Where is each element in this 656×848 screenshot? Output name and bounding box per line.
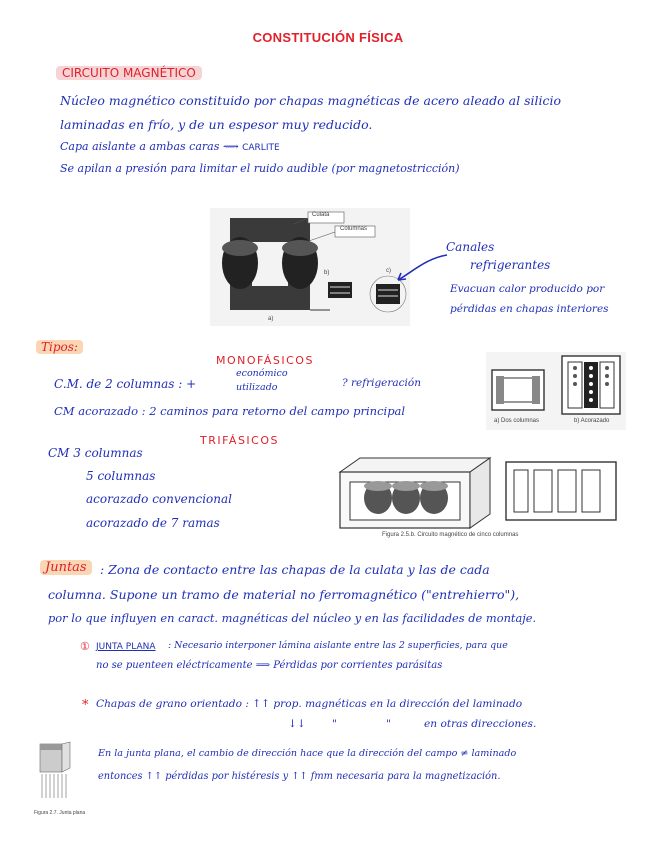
fig3-caption: Figura 2.5.b. Circuito magnético de cinco columnas bbox=[382, 532, 519, 538]
tri-item-2: 5 columnas bbox=[86, 469, 156, 483]
label-culata: Culata bbox=[312, 212, 330, 218]
circuito-line-1: Núcleo magnético constituido por chapas magnéticas de acero aleado al silicio bbox=[60, 93, 562, 108]
mono-line-1-prefix: C.M. de 2 columnas : + bbox=[54, 377, 197, 391]
fig4-caption: Figura 2.7. Junta plana bbox=[34, 810, 86, 816]
page-title: CONSTITUCIÓN FÍSICA bbox=[252, 30, 404, 45]
arrow-canales bbox=[392, 250, 452, 290]
label-b: b) bbox=[324, 270, 330, 276]
circuito-heading: CIRCUITO MAGNÉTICO bbox=[56, 66, 202, 80]
canales-line-2: pérdidas en chapas interiores bbox=[450, 303, 609, 315]
circuito-line-3: Capa aislante a ambas caras ⟿ CARLITE bbox=[60, 140, 280, 153]
mono-line-1-econ: económico bbox=[236, 368, 288, 379]
fig2-caption-a: a) Dos columnas bbox=[494, 418, 540, 424]
junta-plana-number: ① bbox=[80, 640, 90, 653]
label-a: a) bbox=[268, 316, 274, 322]
mono-line-2: CM acorazado : 2 caminos para retorno del campo principal bbox=[54, 404, 406, 418]
fig2-caption-b: b) Acorazado bbox=[574, 418, 610, 424]
mono-line-1-suffix: ? refrigeración bbox=[342, 377, 422, 389]
circuito-line-2: laminadas en frío, y de un espesor muy reducido. bbox=[60, 117, 373, 132]
junta-plana-line-2: no se puenteen eléctricamente ⟹ Pérdidas por corrientes parásitas bbox=[96, 660, 443, 671]
final-line-1: En la junta plana, el cambio de dirección hace que la dirección del campo ≠ laminado bbox=[98, 748, 517, 759]
grano-line-2-d: en otras direcciones. bbox=[424, 718, 537, 730]
canales-line-1: Evacuan calor producido por bbox=[450, 283, 605, 295]
tri-item-4: acorazado de 7 ramas bbox=[86, 516, 220, 530]
final-line-2: entonces ↑↑ pérdidas por histéresis y ↑↑ fmm necesaria para la magnetización. bbox=[98, 771, 501, 782]
tri-item-1: CM 3 columnas bbox=[48, 446, 143, 460]
grano-line-1: Chapas de grano orientado : ↑↑ prop. magnéticas en la dirección del laminado bbox=[96, 698, 523, 710]
junta-plana-label: JUNTA PLANA bbox=[96, 642, 156, 652]
trifasicos-heading: TRIFÁSICOS bbox=[200, 434, 279, 447]
junta-plana-figure bbox=[36, 742, 76, 806]
monofasicos-heading: MONOFÁSICOS bbox=[216, 354, 314, 367]
tri-item-3: acorazado convencional bbox=[86, 492, 232, 506]
tipos-heading: Tipos: bbox=[36, 340, 83, 354]
grano-line-2-a: ↓↓ bbox=[288, 718, 306, 730]
core-figure bbox=[210, 208, 410, 326]
triphase-figure bbox=[330, 452, 620, 532]
juntas-line-2: columna. Supone un tramo de material no ferromagnético ("entrehierro"), bbox=[48, 587, 520, 602]
canales-title-2: refrigerantes bbox=[470, 258, 551, 272]
juntas-line-1: : Zona de contacto entre las chapas de la culata y las de cada bbox=[100, 562, 490, 577]
juntas-line-3: por lo que influyen en caract. magnéticas del núcleo y en las facilidades de montaje. bbox=[48, 611, 537, 625]
juntas-heading: Juntas bbox=[40, 560, 92, 575]
label-c: c) bbox=[386, 268, 391, 274]
canales-title-1: Canales bbox=[446, 240, 495, 254]
grano-line-2-b: " bbox=[332, 718, 337, 730]
circuito-line-4: Se apilan a presión para limitar el ruido audible (por magnetostricción) bbox=[60, 162, 460, 175]
grano-star: * bbox=[82, 698, 89, 713]
mono-line-1-util: utilizado bbox=[236, 382, 278, 393]
grano-line-2-c: " bbox=[386, 718, 391, 730]
label-columnas: Columnas bbox=[340, 226, 368, 232]
junta-plana-line-1: : Necesario interponer lámina aislante entre las 2 superficies, para que bbox=[168, 640, 508, 651]
